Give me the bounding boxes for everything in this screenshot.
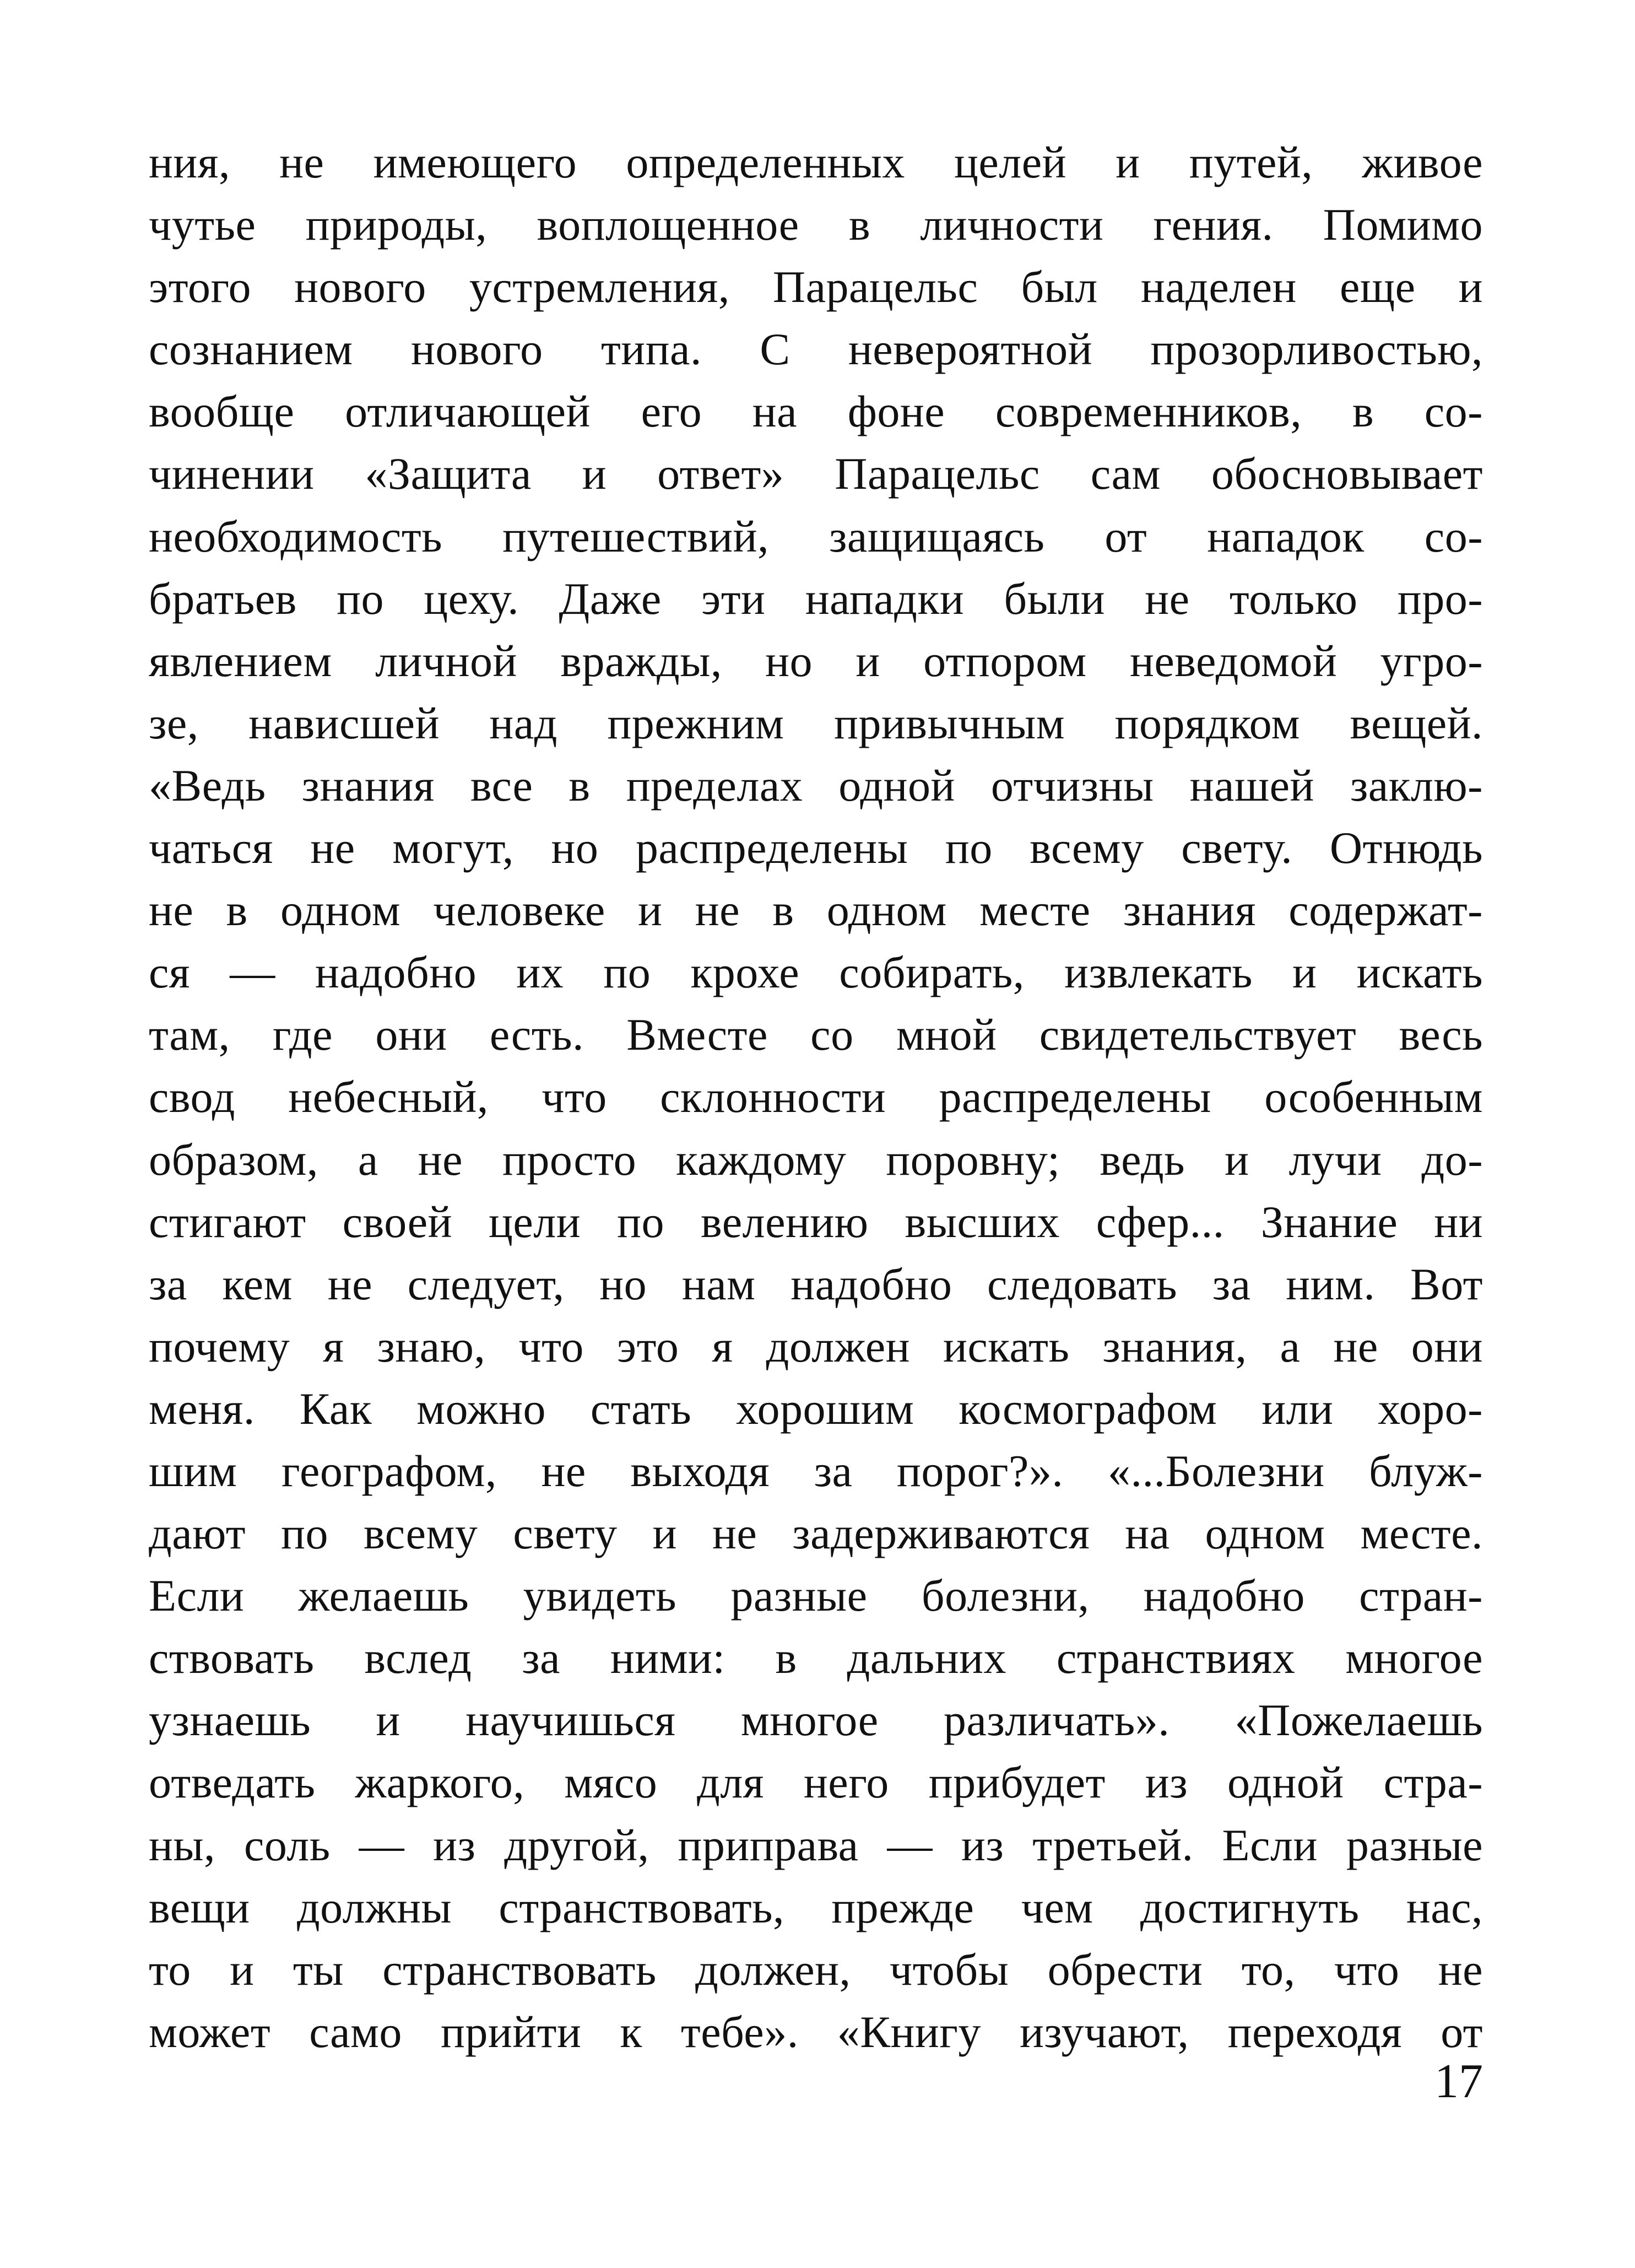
text-line: за кем не следует, но нам надобно следовать за ним. Вот bbox=[149, 1259, 1483, 1309]
text-line: вещи должны странствовать, прежде чем достигнуть нас, bbox=[149, 1882, 1483, 1932]
text-line: не в одном человеке и не в одном месте знания содержат- bbox=[149, 885, 1483, 936]
text-line: ния, не имеющего определенных целей и путей, живое bbox=[149, 137, 1483, 187]
text-line: Если желаешь увидеть разные болезни, надобно стран- bbox=[149, 1570, 1483, 1621]
text-line: образом, а не просто каждому поровну; ведь и лучи до- bbox=[149, 1134, 1483, 1185]
text-line: необходимость путешествий, защищаясь от нападок со- bbox=[149, 511, 1483, 561]
text-line: ся — надобно их по крохе собирать, извлекать и искать bbox=[149, 947, 1483, 998]
text-line: явлением личной вражды, но и отпором неведомой угро- bbox=[149, 635, 1483, 686]
text-line: то и ты странствовать должен, чтобы обрести то, что не bbox=[149, 1944, 1483, 1995]
text-line: отведать жаркого, мясо для него прибудет из одной стра- bbox=[149, 1757, 1483, 1808]
text-line: сознанием нового типа. С невероятной прозорливостью, bbox=[149, 324, 1483, 375]
text-line: чинении «Защита и ответ» Парацельс сам обосновывает bbox=[149, 449, 1483, 499]
text-line: меня. Как можно стать хорошим космографом или хоро- bbox=[149, 1383, 1483, 1434]
page-number: 17 bbox=[1434, 2055, 1483, 2108]
text-line: чаться не могут, но распределены по всему свету. Отнюдь bbox=[149, 823, 1483, 873]
text-line: там, где они есть. Вместе со мной свидетельствует весь bbox=[149, 1009, 1483, 1060]
text-line: вообще отличающей его на фоне современников, в со- bbox=[149, 386, 1483, 437]
body-text bbox=[149, 131, 1483, 2063]
text-line: чутье природы, воплощенное в личности гения. Помимо bbox=[149, 199, 1483, 250]
text-line: стигают своей цели по велению высших сфер... Знание ни bbox=[149, 1196, 1483, 1247]
text-line: этого нового устремления, Парацельс был наделен еще и bbox=[149, 262, 1483, 312]
text-line: свод небесный, что склонности распределены особенным bbox=[149, 1072, 1483, 1122]
text-line: ствовать вслед за ними: в дальних странствиях многое bbox=[149, 1633, 1483, 1683]
text-line: «Ведь знания все в пределах одной отчизны нашей заклю- bbox=[149, 760, 1483, 811]
text-line: узнаешь и научишься многое различать». «Пожелаешь bbox=[149, 1695, 1483, 1746]
text-line: может само прийти к тебе». «Книгу изучают, переходя от bbox=[149, 2006, 1483, 2057]
text-line: дают по всему свету и не задерживаются на одном месте. bbox=[149, 1508, 1483, 1559]
text-line: ны, соль — из другой, приправа — из третьей. Если разные bbox=[149, 1819, 1483, 1870]
text-line: братьев по цеху. Даже эти нападки были не только про- bbox=[149, 573, 1483, 624]
text-line: шим географом, не выходя за порог?». «...Болезни блуж- bbox=[149, 1445, 1483, 1496]
text-line: почему я знаю, что это я должен искать знания, а не они bbox=[149, 1321, 1483, 1371]
text-line: зе, нависшей над прежним привычным порядком вещей. bbox=[149, 698, 1483, 748]
